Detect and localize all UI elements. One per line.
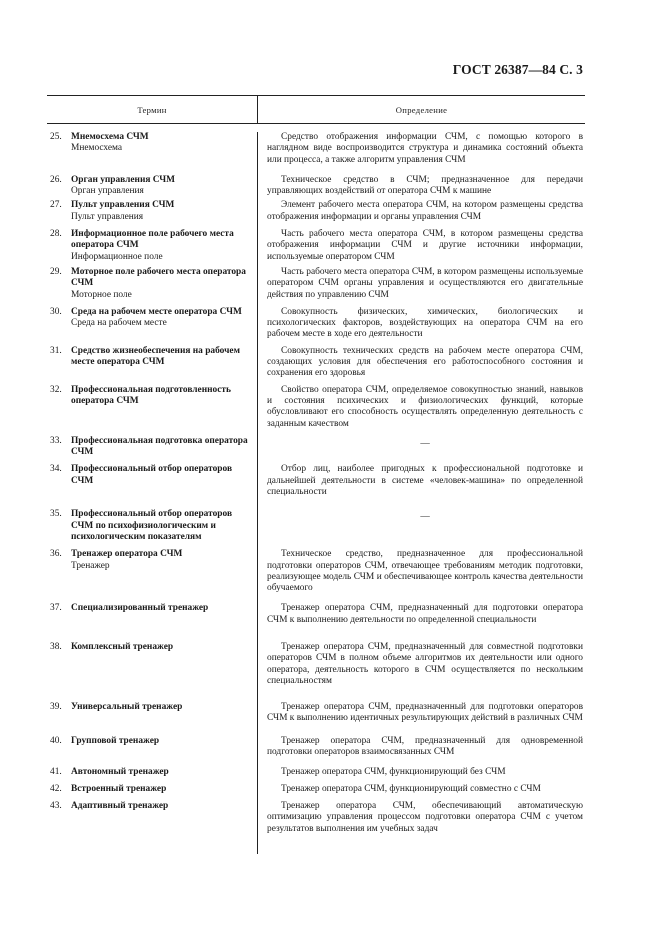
- term-name: Тренажер оператора СЧМ: [71, 549, 183, 560]
- definition-cell: Отбор лиц, наиболее пригодных к профессиональной подготовке и дальнейшей деятельности в системе «человек-машина» по определенной специальности: [267, 464, 583, 498]
- table-row: [47, 229, 585, 263]
- term-name-block: [71, 767, 253, 778]
- term-number: 36.: [50, 549, 62, 560]
- term-cell: [47, 385, 257, 430]
- term-name: Орган управления СЧМ: [71, 174, 176, 185]
- term-synonym: Моторное поле: [71, 289, 132, 300]
- term-name-block: [71, 642, 253, 687]
- term-name: Групповой тренажер: [71, 735, 160, 746]
- table-row: [47, 801, 585, 835]
- term-cell: [47, 267, 257, 301]
- term-cell: [47, 346, 257, 380]
- term-name-block: [71, 175, 253, 198]
- table-body: [47, 132, 585, 835]
- table-row: [47, 307, 585, 341]
- term-number: 33.: [50, 435, 62, 446]
- term-number: 28.: [50, 229, 62, 240]
- definition-cell: Тренажер оператора СЧМ, функционирующий без СЧМ: [281, 767, 506, 778]
- term-cell: [47, 132, 257, 166]
- term-cell: [47, 642, 257, 687]
- term-name: Профессиональный отбор операторов СЧМ по психофизиологическим и психологическим показателям: [71, 509, 233, 542]
- term-name-block: [71, 509, 253, 543]
- term-number: 25.: [50, 132, 62, 142]
- term-cell: [47, 702, 257, 725]
- term-name: Профессиональная подготовленность оператора СЧМ: [71, 384, 231, 406]
- term-cell: [47, 436, 257, 459]
- column-header-term: Термин: [137, 104, 167, 115]
- term-name: Информационное поле рабочего места оператора СЧМ: [71, 229, 234, 251]
- term-name-block: [71, 549, 253, 594]
- table-row: [47, 736, 585, 759]
- definition-cell: Техническое средство, предназначенное для профессиональной подготовки операторов СЧМ, отвечающее требованиям методик подготовки, реализующее модель СЧМ и обеспечивающее контроль качества деятельности обучаемого: [267, 549, 583, 594]
- term-name: Адаптивный тренажер: [71, 800, 169, 811]
- term-name-block: [71, 346, 253, 380]
- term-name: Универсальный тренажер: [71, 702, 183, 713]
- term-synonym: Тренажер: [71, 560, 110, 571]
- term-name: Среда на рабочем месте оператора СЧМ: [71, 306, 242, 317]
- term-name-block: [71, 132, 253, 166]
- term-number: 38.: [50, 641, 62, 652]
- table-row: [47, 385, 585, 430]
- term-cell: [47, 175, 257, 198]
- term-name: Автономный тренажер: [71, 767, 169, 778]
- term-name-block: [71, 736, 253, 759]
- term-number: 41.: [50, 767, 62, 778]
- term-cell: [47, 801, 257, 835]
- term-number: 32.: [50, 384, 62, 395]
- page-header: ГОСТ 26387—84 С. 3: [452, 62, 583, 77]
- table-row: [47, 549, 585, 594]
- term-number: 42.: [50, 783, 62, 794]
- term-name-block: [71, 603, 253, 626]
- definition-cell: Часть рабочего места оператора СЧМ, в котором размещены используемые оператором СЧМ органы управления и осуществляются его двигательные действия по управлению СЧМ: [267, 266, 583, 300]
- table-row: [47, 784, 585, 795]
- term-cell: [47, 229, 257, 263]
- table-row: [47, 346, 585, 380]
- terms-table: [47, 95, 585, 835]
- term-name-block: [71, 464, 253, 498]
- term-cell: [47, 509, 257, 543]
- table-header: [47, 95, 585, 124]
- definition-cell: Тренажер оператора СЧМ, предназначенный для подготовки операторов СЧМ к выполнению идентичных результирующих действий в различных СЧМ: [267, 702, 583, 724]
- column-header-definition: Определение: [257, 96, 585, 123]
- term-name: Профессиональный отбор операторов СЧМ: [71, 464, 233, 486]
- term-number: 34.: [50, 464, 62, 475]
- term-name: Мнемосхема СЧМ: [71, 132, 149, 142]
- definition-cell: Тренажер оператора СЧМ, предназначенный для подготовки оператора СЧМ к выполнению деятельности по определенной специальности: [267, 603, 583, 625]
- term-cell: [47, 784, 257, 795]
- definition-cell: Совокупность технических средств на рабочем месте оператора СЧМ, создающих условия для обеспечения его работоспособного состояния и сохранения его здоровья: [267, 345, 583, 379]
- definition-cell: Свойство оператора СЧМ, определяемое совокупностью знаний, навыков и состояния психических и физиологических функций, которые обусловливают его способность осуществлять определенную деятельность с заданным качеством: [267, 384, 583, 429]
- term-name: Встроенный тренажер: [71, 783, 167, 794]
- term-cell: [47, 200, 257, 223]
- term-name-block: [71, 784, 253, 795]
- term-synonym: Орган управления: [71, 186, 144, 197]
- table-row: [47, 603, 585, 626]
- term-number: 43.: [50, 800, 62, 811]
- table-row: [47, 509, 585, 543]
- term-name-block: [71, 229, 253, 263]
- term-cell: [47, 767, 257, 778]
- table-row: [47, 436, 585, 459]
- definition-cell: Элемент рабочего места оператора СЧМ, на котором размещены средства отображения информации и органы управления СЧМ: [267, 200, 583, 222]
- term-cell: [47, 603, 257, 626]
- term-cell: [47, 736, 257, 759]
- term-cell: [47, 464, 257, 498]
- term-cell: [47, 307, 257, 341]
- definition-cell: Тренажер оператора СЧМ, обеспечивающий автоматическую оптимизацию управления процессом подготовки оператора СЧМ с учетом результатов выполнения им учебных задач: [267, 800, 583, 834]
- definition-cell: Тренажер оператора СЧМ, функционирующий совместно с СЧМ: [281, 783, 541, 794]
- term-number: 26.: [50, 174, 62, 185]
- term-synonym: Мнемосхема: [71, 143, 123, 154]
- definition-cell: Средство отображения информации СЧМ, с помощью которого в наглядном виде воспроизводится структура и динамика состояний объекта или процесса, а также алгоритм управления СЧМ: [267, 132, 583, 165]
- term-name: Средство жизнеобеспечения на рабочем месте оператора СЧМ: [71, 345, 240, 368]
- term-number: 31.: [50, 345, 62, 356]
- term-number: 39.: [50, 702, 62, 713]
- term-number: 35.: [50, 509, 62, 520]
- term-name-block: [71, 801, 253, 835]
- term-number: 37.: [50, 603, 62, 614]
- term-name: Специализированный тренажер: [71, 603, 209, 614]
- term-name: Пульт управления СЧМ: [71, 200, 175, 211]
- term-name-block: [71, 307, 253, 341]
- definition-cell: —: [420, 512, 430, 523]
- term-name-block: [71, 267, 253, 301]
- table-row: [47, 175, 585, 198]
- table-row: [47, 132, 585, 166]
- term-number: 30.: [50, 306, 62, 317]
- term-name: Комплексный тренажер: [71, 641, 174, 652]
- definition-cell: Техническое средство в СЧМ; предназначенное для передачи управляющих воздействий от оператора СЧМ к машине: [267, 174, 583, 197]
- table-row: [47, 200, 585, 223]
- definition-cell: —: [420, 438, 430, 449]
- term-name-block: [71, 702, 253, 725]
- definition-cell: Тренажер оператора СЧМ, предназначенный для совместной подготовки операторов СЧМ в полном объеме алгоритмов их деятельности или одного оператора, деятельность которого в СЧМ осуществляется по нескольким специальностям: [267, 641, 583, 686]
- term-number: 27.: [50, 200, 62, 211]
- term-name: Моторное поле рабочего места оператора СЧМ: [71, 266, 246, 289]
- term-number: 40.: [50, 735, 62, 746]
- table-row: [47, 702, 585, 725]
- table-row: [47, 464, 585, 498]
- term-name-block: [71, 436, 253, 459]
- term-number: 29.: [50, 266, 62, 277]
- table-row: [47, 767, 585, 778]
- table-row: [47, 267, 585, 301]
- term-name: Профессиональная подготовка оператора СЧМ: [71, 435, 248, 458]
- table-row: [47, 642, 585, 687]
- term-synonym: Среда на рабочем месте: [71, 318, 167, 329]
- term-name-block: [71, 200, 253, 223]
- definition-cell: Часть рабочего места оператора СЧМ, в котором размещены средства отображения информации СЧМ и другие источники информации, используемые оператором СЧМ: [267, 229, 583, 262]
- term-synonym: Пульт управления: [71, 211, 144, 222]
- definition-cell: Совокупность физических, химических, биологических и психологических факторов, воздействующих на оператора СЧМ на его рабочем месте в ходе его деятельности: [267, 306, 583, 340]
- term-name-block: [71, 385, 253, 430]
- definition-cell: Тренажер оператора СЧМ, предназначенный для одновременной подготовки операторов взаимосвязанных СЧМ: [267, 735, 583, 758]
- term-synonym: Информационное поле: [71, 251, 163, 262]
- term-cell: [47, 549, 257, 594]
